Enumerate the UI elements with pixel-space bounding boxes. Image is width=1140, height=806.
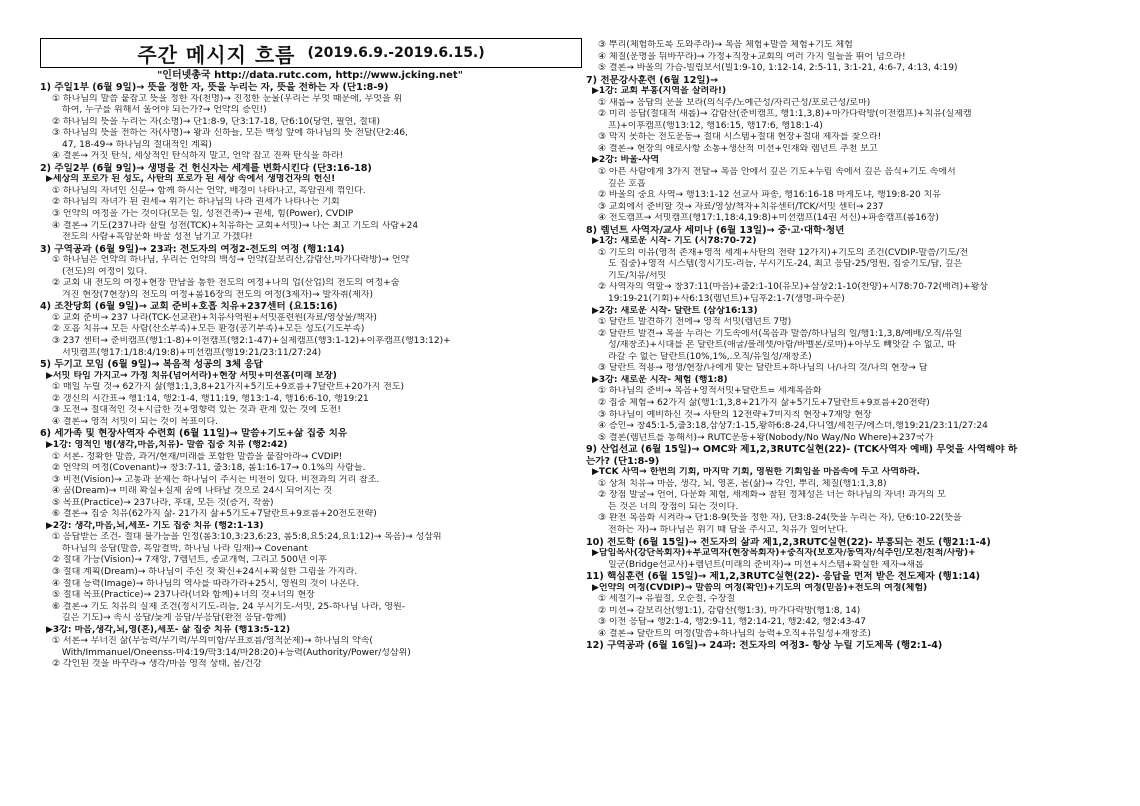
- section-heading: 는가? (단1:8-9): [586, 455, 660, 467]
- list-item: ④ 꿈(Dream)→ 미래 확실+실제 꿈에 나타날 것으로 24시 되어지는 것: [52, 486, 333, 497]
- list-item: ④ 체질(운명을 뒤바꾸라)→ 가정+직장+교회의 여러 가지 일들을 뛰어 넘으라!: [598, 51, 906, 62]
- list-item: ② 각인된 것을 바꾸라→ 생각/마음 영적 상태, 몸/건강: [52, 659, 262, 670]
- list-item: 47, 18-49→ 하나님의 절대적인 계획): [62, 139, 212, 150]
- list-item: ② 하나님의 뜻을 누리는 자(소명)→ 단1:8-9, 단3:17-18, 단6:10(당연, 필연, 절대): [52, 116, 380, 127]
- list-item: ③ 달란트 적용→ 평생/현장/나에게 맞는 달란트+하나님의 나/나의 것/나의 현장→ 답: [598, 363, 928, 374]
- title-box: [40, 38, 582, 68]
- list-item: ② 장점 발굴→ 언어, 다문화 체험, 세계화→ 참된 정체성은 너는 하나님의 자녀! 과거의 모: [598, 490, 946, 501]
- list-item: ④ 결론→ 영적 서밋이 되는 것이 목표이다.: [52, 416, 219, 427]
- list-item: ④ 증인→ 창45:1-5,출3:18,삼상7:1-15,왕하6:8-24,다니엘/세친구/에스더,행19:21/23:11/27:24: [598, 421, 988, 432]
- subsection-heading: ▶1강: 영적인 병(생각,마음,치유)- 말씀 집중 치유 (행2:42): [46, 439, 288, 450]
- section-heading: 3) 구역공과 (6월 9일)→ 23과: 전도자의 여정2-전도의 여정 (행1:14): [40, 243, 345, 255]
- section-heading: 12) 구역공과 (6월 16일)→ 24과: 전도자의 여정3- 항상 누릴 기도제목 (행2:1-4): [586, 640, 943, 652]
- list-item: ⑥ 결론→ 기도 치유의 실제 조건(정시기도-리듬, 24 무시기도-서밋, 25-하나님 나라, 영원-: [52, 601, 406, 612]
- subsection-heading: ▶담임목사(강단목회자)+부교역자(현장목회자)+중직자(보호자/동역자/식주인/모친/친척/사랑)+: [592, 548, 976, 559]
- website-links: "인터넷총국 http://data.rutc.com, http://www.jcking.net": [157, 70, 463, 81]
- subsection-heading: ▶TCK 사역→ 한번의 기회, 마지막 기회, 영원한 기회임을 마음속에 두고 사역하라.: [592, 467, 920, 478]
- list-item: 서밋캠프(행17:1/18:4/19:8)+미션캠프(행19:21/23:11/27:24): [62, 347, 322, 358]
- list-item: ④ 전도캠프→ 서밋캠프(행17:1,18:4,19:8)+미션캠프(14권 서신)+파송캠프(롬16장): [598, 213, 939, 224]
- list-item: ③ 도전→ 절대적인 것+시급한 것+영향력 있는 것과 관계 있는 것에 도전!: [52, 405, 341, 416]
- list-item: ④ 결론→ 기도(237나라 살릴 성전(TCK)+치유하는 교회+서밋)→ 나는 최고 기도의 사람+24: [52, 220, 419, 231]
- section-heading: 1) 주일1부 (6월 9일)→ 뜻을 정한 자, 뜻을 누리는 자, 뜻을 전하는 자 (단1:8-9): [40, 82, 389, 93]
- list-item: ① 달란트 발견하기 전에→ 영적 서밋(렘넌트 7명): [598, 317, 792, 328]
- list-item: 전도의 사람+흑암문화 바꿀 성전 남기고 가겠다!: [62, 232, 253, 243]
- list-item: ⑤ 절대 목표(Practice)→ 237나라(너와 함께)+너의 것+너의 현장: [52, 590, 315, 601]
- subsection-heading: ▶1강: 새로운 시작- 기도 (시78:70-72): [592, 236, 757, 247]
- list-item: ① 하나님의 자녀인 신분→ 함께 하시는 언약, 배경이 나타나고, 흑암권세 꺾인다.: [52, 185, 366, 196]
- list-item: ① 매일 누릴 것→ 62가지 삶(행1:1,3,8+21가지+5기도+9흐름+7달란트+20가지 전도): [52, 382, 404, 393]
- list-item: 깊은 호흡: [608, 178, 646, 189]
- list-item: ③ 언약의 여정을 가는 것이다(모든 일, 성전건축)→ 권세, 힘(Power), CVDIP: [52, 209, 354, 220]
- list-item: ① 세절기→ 유월절, 오순절, 수장절: [598, 594, 736, 605]
- list-item: ③ 교회에서 준비할 것→ 자료/영상/책자+치유센터/TCK/서밋 센터→ 237: [598, 201, 884, 212]
- list-item: ② 바울의 중요 사역→ 행13:1-12 선교사 파송, 행16:16-18 마게도냐, 행19:8-20 치유: [598, 190, 941, 201]
- section-heading: 7) 전문강사훈련 (6월 12일)→: [586, 74, 719, 86]
- list-item: ① 하나님의 말씀 붙잡고 뜻을 정한 자(천명)→ 진정한 눈물(우리는 무엇 때문에, 무엇을 위: [52, 93, 403, 104]
- subsection-heading: ▶2강: 생각,마음,뇌,세포- 기도 집중 치유 (행2:1-13): [46, 520, 264, 531]
- list-item: ① 하나님의 준비→ 복음+영적서밋+달란트= 세계복음화: [598, 386, 822, 397]
- list-item: ③ 이전 응답→ 행2:1-4, 행2:9-11, 행2:14-21, 행2:42, 행2:43-47: [598, 617, 866, 628]
- list-item: ② 호흡 치유→ 모든 사람(산소부족)+모든 환경(공기부족)+모든 성도(기도부족): [52, 324, 365, 335]
- list-item: 일군(Bridge선교사)+렘넌트(미래의 준비자)→ 미션+시스템+확실한 제자→새롭: [608, 559, 924, 570]
- section-heading: 10) 전도학 (6월 15일)→ 전도자의 삶과 제1,2,3RUTC실현(22)- 부흥되는 전도 (행21:1-4): [586, 536, 991, 548]
- list-item: 성/재창조)+시대를 본 달란트(애굽/블레셋/아람/바벨론/로마)+아무도 빼앗갈 수 없고, 따: [608, 340, 956, 351]
- subsection-heading: ▶세상의 포로가 된 성도, 사탄의 포로가 된 세상 속에서 생명건자의 헌신!: [46, 174, 336, 185]
- list-item: ③ 막지 못하는 전도운동→ 절대 시스템+절대 현장+절대 제자를 찾으라!: [598, 132, 882, 143]
- section-heading: 9) 산업선교 (6월 15일)→ OMC와 제1,2,3RUTC실현(22)- (TCK사역자 예배) 무엇을 사역해야 하: [586, 444, 1018, 456]
- section-heading: 4) 조찬당회 (6월 9일)→ 교회 준비+호흡 치유+237센터 (요15:16): [40, 301, 338, 313]
- subsection-heading: ▶2강: 바울-사역: [592, 155, 660, 166]
- list-item: 하나님의 응답(말씀, 흑암결박, 하나님 나라 임재)→ Covenant: [62, 543, 308, 554]
- list-item: ⑥ 결론→ 집중 치유(62가지 삶- 21가지 삶+5기도+7달란트+9흐름+20전도전략): [52, 509, 377, 520]
- list-item: ③ 절대 계획(Dream)→ 하나님이 주신 것 확신+24시+확실한 그림을 가지라.: [52, 566, 358, 577]
- list-item: ④ 결론→ 달란트의 여정(말씀+하나님의 능력+오직+유일성+재창조): [598, 628, 871, 639]
- subsection-heading: ▶2강: 새로운 시작- 달란트 (삼상16:13): [592, 305, 758, 316]
- list-item: 전하는 자)→ 하나님은 위기 때 답을 주시고, 치유가 일어난다.: [608, 524, 848, 535]
- list-item: ② 미리 응답(절대적 새롭)→ 감람산(준비캠프, 행1:1,3,8)+마가다락방(이전캠프)+치유(실제캠: [598, 109, 972, 120]
- list-item: 든 것은 너의 장점이 되는 것이다.: [608, 501, 739, 512]
- list-item: ② 사역자의 역할→ 창37:11(마음)+출2:1-10(유모)+삼상2:1-10(찬양)+시78:70-72(배려)+왕상: [598, 282, 988, 293]
- list-item: ① 서론→ 무너진 삶(무능력/무기력/무의미함/무표흐름/영적문제)→ 하나님의 약속(: [52, 636, 373, 647]
- section-heading: 11) 핵심훈련 (6월 15일)→ 제1,2,3RUTC실현(22)- 응답을 먼저 받은 전도제자 (행1:14): [586, 571, 981, 583]
- list-item: 하여, 누구를 위해서 울어야 되는가?→ 언약의 증인!): [62, 105, 267, 116]
- list-item: ① 하나님은 언약의 하나님, 우리는 언약의 백성→ 언약(갈보리산,감람산,마가다락방)→ 언약: [52, 255, 410, 266]
- list-item: ② 절대 가능(Vision)→ 7재앙, 7렘넌트, 종교개혁, 그리고 500년 이후: [52, 555, 327, 566]
- list-item: 도 집중)+영적 시스템(정시기도-리듬, 무시기도-24, 최고 응답-25/영원, 집중기도/답, 깊은: [608, 259, 963, 270]
- list-item: ⑤ 결론(렘넌트를 통해서)→ RUTC운동+왕(Nobody/No Way/No Where)+237국가: [598, 432, 934, 443]
- list-item: ④ 절대 능력(Image)→ 하나님의 역사를 따라가라+25시, 영원의 것이 나온다.: [52, 578, 360, 589]
- list-item: ③ 완전 복음화 시켜라→ 단1:8-9(뜻을 정한 자), 단3:8-24(뜻을 누리는 자), 단6:10-22(뜻을: [598, 513, 962, 524]
- list-item: ④ 결론→ 거짓 탄식, 세상적인 탄식하지 말고, 언약 잡고 진짜 탄식을 하라!: [52, 151, 344, 162]
- list-item: ⑤ 결론→ 바울의 가슴-빌립보서(빌1:9-10, 1:12-14, 2:5-11, 3:1-21, 4:6-7, 4:13, 4:19): [598, 63, 958, 74]
- list-item: ③ 237 센터→ 준비캠프(행1:1-8)+이전캠프(행2:1-47)+실제캠프(행3:1-12)+이후캠프(행13:12)+: [52, 336, 451, 347]
- list-item: ② 교회 내 전도의 여정+현장 만남을 통한 전도의 여정+나의 업(산업)의 전도의 여정+숨: [52, 278, 400, 289]
- list-item: ③ 비전(Vision)→ 고통과 문제는 하나님이 주시는 비전이 있다. 비전과의 거리 참조.: [52, 474, 380, 485]
- section-heading: 2) 주일2부 (6월 9일)→ 생명을 건 헌신자는 세계를 변화시킨다 (단3:16-18): [40, 162, 372, 174]
- list-item: ⑤ 목표(Practice)→ 237나라, 후대, 모든 것(증거, 작품): [52, 497, 274, 508]
- list-item: 라갈 수 없는 달란트(10%,1%,.오직/유일성/재창조): [608, 351, 812, 362]
- list-item: ③ 뿌리(체험하도록 도와주라)→ 복음 체험+말씀 체험+기도 체험: [598, 40, 853, 50]
- left-column: [40, 82, 585, 671]
- document-date: (2019.6.9.-2019.6.15.): [307, 45, 485, 61]
- list-item: ② 집중 체험→ 62가지 삶(행1:1,3,8+21가지 삶+5기도+7달란트+9흐름+20전략): [598, 397, 930, 408]
- list-item: 기도/치유/서밋: [608, 270, 667, 281]
- list-item: With/Immanuel/Oneenss-마4:19/막3:14/마28:20)+능력(Authority/Power/성삼위): [62, 647, 411, 658]
- subsection-heading: ▶1강: 교회 부흥(지역을 살려라!): [592, 86, 727, 97]
- subsection-heading: ▶서밋 타임 가지고→ 가정 치유(넘어서라)+현장 서밋+미션홈(미래 보장): [46, 370, 337, 381]
- subsection-heading: ▶3강: 새로운 시작- 체험 (행1:8): [592, 374, 728, 385]
- list-item: ② 언약의 여정(Covenant)→ 창3:7-11, 출3:18, 롬1:16-17→ 0.1%의 사람들.: [52, 463, 366, 474]
- list-item: (전도)의 여정이 있다.: [62, 266, 148, 277]
- list-item: 프)+이후캠프(행13:12, 행16:15, 행17:6, 행18:1-4): [608, 120, 823, 131]
- list-item: ① 응답받는 조건- 절대 불가능을 인정(롬3:10,3:23,6:23, 롬5:8,요5:24,요1:12)→ 복음)→ 성삼위: [52, 532, 442, 543]
- list-item: ① 아픈 사람에게 3가지 전달→ 복음 안에서 깊은 기도+누림 속에서 깊은 음식+기도 속에서: [598, 167, 956, 178]
- list-item: ② 달란트 발견→ 복을 누리는 기도속에서(복음과 말씀/하나님의 일/행1:1,3,8/예배/오직/유일: [598, 328, 963, 339]
- list-item: ① 서론- 정확한 말씀, 과거/현재/미래를 포함한 말씀을 붙잡아라→ CVDIP!: [52, 451, 343, 462]
- list-item: ③ 하나님의 뜻을 전하는 자(사명)→ 왕과 신하들, 모든 백성 앞에 하나님의 뜻 전달(단2:46,: [52, 128, 408, 139]
- list-item: ② 하나님의 자녀가 된 권세→ 위기는 하나님의 나라 권세가 나타나는 기회: [52, 197, 340, 208]
- list-item: ① 상처 치유→ 마음, 생각, 뇌, 영혼, 몸(삶)→ 각인, 뿌리, 체질(행1:1,3,8): [598, 478, 887, 489]
- list-item: 길은 기도)→ 속시 응답/늦게 응답/무응답(완전 응답-함께): [62, 613, 287, 624]
- list-item: 겨진 현장(7현장)의 전도의 여정+롬16장의 전도의 여정(3제자)→ 발자취(제자): [62, 289, 373, 300]
- list-item: ④ 결론→ 현장의 애로사항 소통+생산적 미션+인재와 렘넌트 추천 보고: [598, 143, 878, 154]
- list-item: ① 새롭→ 응답의 문을 보라(의식주/노예근성/자리근성/포로근성/로마): [598, 97, 871, 108]
- document-title: 주간 메시지 흐름: [137, 42, 296, 67]
- list-item: ③ 하나님이 예비하신 것→ 사탄의 12전략+7미지칙 현장+7재앙 현장: [598, 409, 872, 420]
- section-heading: 5) 두기고 모임 (6월 9일)→ 복음적 성공의 3체 응답: [40, 359, 263, 371]
- subsection-heading: ▶언약의 여정(CVDIP)→ 말씀의 여정(확인)+기도의 여정(믿음)+전도의 여정(체험): [592, 582, 928, 593]
- section-heading: 6) 세가족 및 현장사역자 수련회 (6월 11일)→ 말씀+기도+삶 집중 치유: [40, 428, 348, 440]
- right-column: [586, 40, 1114, 652]
- list-item: ② 미션→ 갈보리산(행1:1), 감람산(행1:3), 마가다락방(행1:8, 14): [598, 605, 861, 616]
- list-item: 19:19-21(기회)+사6:13(렘넌트)+딤후2:1-7(생명-파수꾼): [608, 294, 845, 305]
- list-item: ① 기도의 이유(영적 존재+영적 세계+사탄의 전략 12가지)+기도의 조건(CVDIP-말씀/기도/전: [598, 247, 969, 258]
- list-item: ① 교회 준비→ 237 나라(TCK-선교관)+치유사역원+서밋훈련원(자료/영상물/책자): [52, 312, 377, 323]
- subsection-heading: ▶3강: 마음,생각,뇌,영(혼),세포- 삶 집중 치유 (행13:5-12): [46, 624, 291, 635]
- list-item: ② 갱신의 시간표→ 행1:14, 행2:1-4, 행11:19, 행13:1-4, 행16:6-10, 행19:21: [52, 393, 369, 404]
- section-heading: 8) 렘넌트 사역자/교사 세미나 (6월 13일)→ 중·고·대학·청년: [586, 224, 845, 236]
